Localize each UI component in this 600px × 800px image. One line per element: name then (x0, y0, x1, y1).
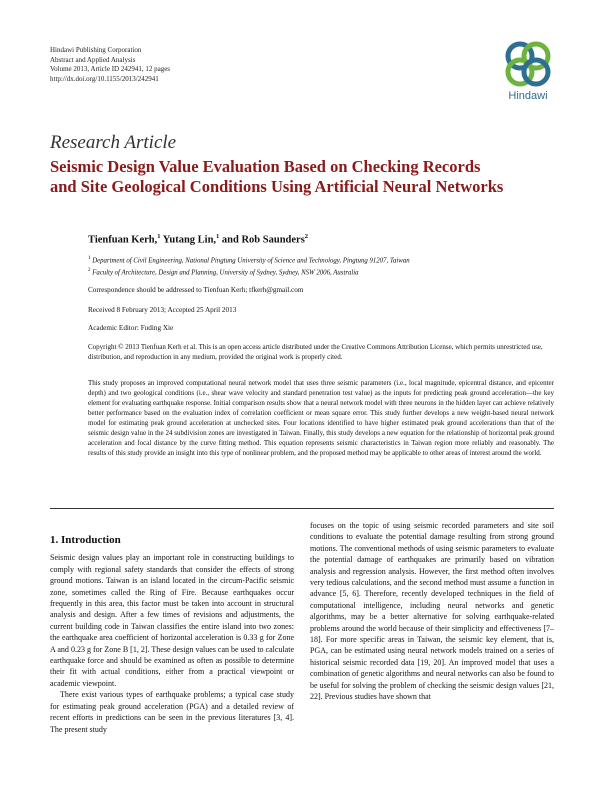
affiliation (88, 254, 410, 266)
hindawi-logo-icon (500, 40, 556, 88)
authors (88, 233, 308, 246)
doi-link[interactable]: http://dx.doi.org/10.1155/2013/242941 (50, 74, 159, 83)
affiliation-text: Department of Civil Engineering, National Pingtung University of Science and Technology, Pingtung 91207, Taiwan (92, 257, 410, 265)
publisher-name: Hindawi Publishing Corporation (50, 46, 142, 54)
volume-info: Volume 2013, Article ID 242941, 12 pages (50, 65, 171, 73)
column-left (50, 535, 294, 735)
section-heading: 1. Introduction (50, 534, 121, 546)
author-name: Yutang Lin, (162, 234, 217, 246)
article-type: Research Article (50, 132, 177, 153)
title-line: Seismic Design Value Evaluation Based on Checking Records (50, 157, 481, 176)
journal-name: Abstract and Applied Analysis (50, 55, 136, 64)
affiliation-sup: 2 (88, 268, 91, 274)
author-name: and Rob Saunders (221, 234, 305, 246)
article-title (50, 157, 570, 197)
paragraph: focuses on the topic of using seismic recorded parameters and site soil conditions to evaluate the potential damage resulting from strong ground motions. The conventional methods of using seismic parameters to evaluate the potential damage of earthquakes are primarily based on vibration analysis and regression analysis. However, the first method often involves very tedious calculations, and the second method must assume a function in advance [5, 6]. Therefore, recently developed techniques in the field of computational intelligence, including neural networks and genetic algorithms, may be a better alternative for solving earthquake-related problems around the world because of their simplicity and effectiveness [7–18]. For more specific areas in Taiwan, the seismic key element, that is, PGA, can be estimated using neural network models trained on a series of historical seismic recorded data [19, 20]. An improved model that uses a combination of genetic algorithms and neural networks can also be found to be useful for solving the problem of checking the seismic design values [21, 22]. Previous studies have shown that (310, 521, 554, 702)
affiliation-text: Faculty of Architecture, Design and Planning, University of Sydney, Sydney, NSW 2006, Australia (92, 269, 359, 277)
paragraph: Seismic design values play an important role in constructing buildings to comply with regional safety standards that consider the effects of strong ground motions. Taiwan is an island located in the circum-Pacific seismic zone, sometimes called the Ring of Fire. Because earthquakes occur frequently in this area, this factor must be taken into account in structural analysis and design. After a few times of revisions and adjustments, the current building code in Taiwan classifies the entire island into two zones: the earthquake area coefficient of horizontal acceleration is 0.33 g for Zone A and 0.23 g for Zone B [1, 2]. These design values can be used to calculate earthquake force and should be examined as often as possible to determine their fit with actual conditions, either from a practical viewpoint or academic viewpoint. (50, 553, 294, 688)
academic-editor: Academic Editor: Fuding Xie (88, 324, 174, 332)
correspondence: Correspondence should be addressed to Tienfuan Kerh; tfkerh@gmail.com (88, 286, 304, 294)
affiliations (88, 254, 410, 279)
abstract: This study proposes an improved computational neural network model that uses three seismic parameters (i.e., local magnitude, epicentral distance, and epicenter depth) and two geological conditions (i.e., shear wave velocity and standard penetration test value) as the inputs for predicting peak ground acceleration—the key element for evaluating earthquake response. Initial comparison results show that a neural network model with three neurons in the hidden layer can achieve relatively better performance based on the evaluation index of correlation coefficient or mean square error. This study further develops a new weight-based neural network model for estimating peak ground acceleration at unchecked sites. Four locations identified to have higher estimated peak ground accelerations than that of the seismic design value in the 24 subdivision zones are investigated in Taiwan. Finally, this study develops a new equation for the relationship of horizontal peak ground acceleration and focal distance by the curve fitting method. This equation represents seismic characteristics in Taiwan region more reliably and reasonably. The results of this study provide an insight into this type of nonlinear problem, and the proposed method may be applicable to other areas of interest around the world. (88, 379, 554, 457)
hindawi-logo-text: Hindawi (508, 90, 548, 102)
hindawi-logo (500, 40, 556, 106)
publisher-info (50, 46, 170, 84)
copyright-notice: Copyright © 2013 Tienfuan Kerh et al. This is an open access article distributed under the Creative Commons Attribution License, which permits unrestricted use, distribution, and reproduction in any medium, provided the original work is properly cited. (88, 343, 543, 361)
affiliation (88, 266, 410, 278)
section-divider (50, 508, 554, 509)
paragraph: There exist various types of earthquake problems; a typical case study for estimating peak ground acceleration (PGA) and a detailed review of recent efforts in predictions can be seen in the previous literatures [3, 4]. The present study (50, 690, 294, 734)
affiliation-sup: 1 (88, 256, 91, 261)
author-sup: 2 (304, 233, 309, 240)
author-sup: 1 (216, 233, 220, 240)
author-sup: 1 (157, 233, 161, 240)
title-line: and Site Geological Conditions Using Artificial Neural Networks (50, 177, 504, 196)
column-right (310, 520, 554, 703)
author-name: Tienfuan Kerh, (88, 234, 158, 246)
received-dates: Received 8 February 2013; Accepted 25 April 2013 (88, 306, 237, 314)
